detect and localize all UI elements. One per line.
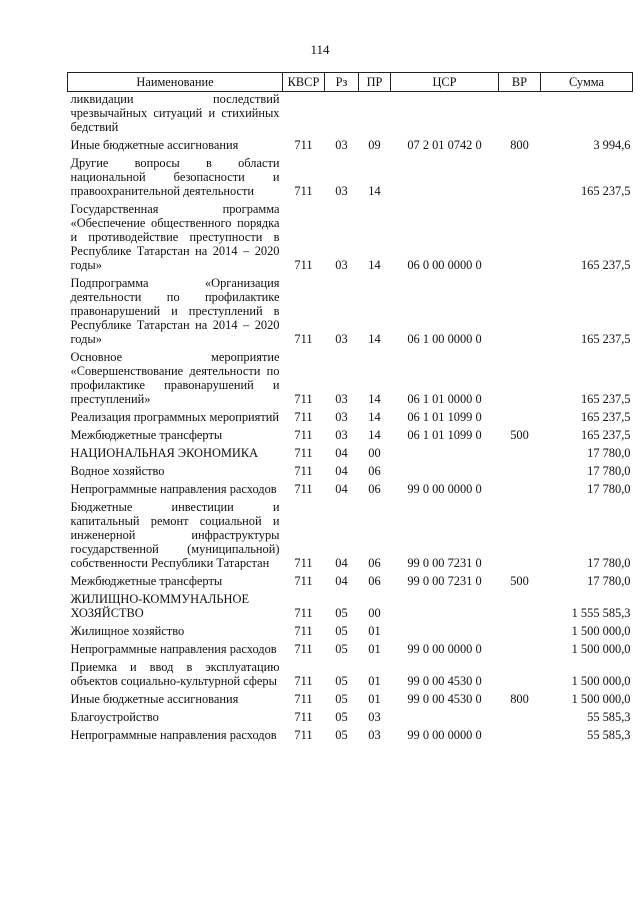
- row-pr: 06: [368, 574, 381, 588]
- row-sum: 165 237,5: [580, 332, 631, 346]
- row-name: Другие вопросы в области национальной безопасности и правоохранительной деятельности: [70, 156, 280, 198]
- row-name: Иные бюджетные ассигнования: [70, 692, 239, 706]
- budget-table: [67, 72, 633, 745]
- row-sum: 17 780,0: [587, 446, 631, 460]
- row-kvsr: 711: [294, 710, 313, 724]
- table-row: [68, 155, 633, 201]
- row-sum: 17 780,0: [587, 574, 631, 588]
- row-vr: [499, 727, 541, 745]
- row-sum: 17 780,0: [587, 556, 631, 570]
- row-name: Непрограммные направления расходов: [70, 482, 277, 496]
- row-pr: 01: [368, 624, 381, 638]
- row-pr: 09: [368, 138, 381, 152]
- row-pr: 03: [368, 728, 381, 742]
- row-pr: 14: [368, 332, 381, 346]
- row-csr: 99 0 00 4530 0: [407, 674, 482, 688]
- row-kvsr: 711: [294, 392, 313, 406]
- row-kvsr: 711: [294, 184, 313, 198]
- row-rz: 04: [335, 482, 348, 496]
- table-row: [68, 349, 633, 409]
- header-name: Наименование: [68, 73, 283, 92]
- row-pr: 14: [368, 428, 381, 442]
- row-kvsr: 711: [294, 556, 313, 570]
- row-sum: 17 780,0: [587, 464, 631, 478]
- row-sum: 1 500 000,0: [571, 692, 631, 706]
- row-csr: 06 1 00 0000 0: [407, 332, 482, 346]
- header-pr: ПР: [359, 73, 391, 92]
- row-name: Водное хозяйство: [70, 464, 165, 478]
- table-row: [68, 481, 633, 499]
- row-csr: 99 0 00 7231 0: [407, 574, 482, 588]
- row-sum: 55 585,3: [587, 710, 631, 724]
- row-vr: 800: [510, 138, 529, 152]
- row-csr: [391, 709, 499, 727]
- row-name: Благоустройство: [70, 710, 159, 724]
- row-csr: 06 1 01 0000 0: [407, 392, 482, 406]
- row-vr: [499, 445, 541, 463]
- row-rz: [325, 92, 359, 138]
- row-csr: [391, 92, 499, 138]
- row-rz: 04: [335, 574, 348, 588]
- row-csr: 99 0 00 4530 0: [407, 692, 482, 706]
- table-row: [68, 573, 633, 591]
- row-vr: 500: [510, 428, 529, 442]
- row-sum: 55 585,3: [587, 728, 631, 742]
- row-vr: [499, 92, 541, 138]
- row-pr: 06: [368, 482, 381, 496]
- row-pr: 00: [368, 606, 381, 620]
- row-kvsr: 711: [294, 574, 313, 588]
- row-name: НАЦИОНАЛЬНАЯ ЭКОНОМИКА: [70, 446, 259, 460]
- row-csr: 07 2 01 0742 0: [407, 138, 482, 152]
- table-row: [68, 275, 633, 349]
- table-header-row: [68, 73, 633, 92]
- row-name: Государственная программа «Обеспечение общественного порядка и противодействие преступности в Республике Татарстан на 2014 – 2020 годы»: [70, 202, 280, 272]
- row-sum: [541, 92, 633, 138]
- row-vr: [499, 349, 541, 409]
- row-kvsr: [283, 92, 325, 138]
- row-kvsr: 711: [294, 482, 313, 496]
- row-kvsr: 711: [294, 446, 313, 460]
- row-rz: 03: [335, 258, 348, 272]
- row-pr: 14: [368, 258, 381, 272]
- row-name: Основное мероприятие «Совершенствование деятельности по профилактике правонарушений и преступлений»: [70, 350, 280, 406]
- row-vr: [499, 275, 541, 349]
- row-vr: [499, 409, 541, 427]
- row-kvsr: 711: [294, 624, 313, 638]
- row-csr: 99 0 00 0000 0: [407, 728, 482, 742]
- row-kvsr: 711: [294, 464, 313, 478]
- row-kvsr: 711: [294, 428, 313, 442]
- table-row: [68, 709, 633, 727]
- row-pr: 14: [368, 184, 381, 198]
- row-rz: 05: [335, 606, 348, 620]
- row-rz: 03: [335, 410, 348, 424]
- row-name: Приемка и ввод в эксплуатацию объектов социально-культурной сферы: [70, 660, 280, 688]
- row-rz: 05: [335, 624, 348, 638]
- row-sum: 1 500 000,0: [571, 642, 631, 656]
- row-rz: 03: [335, 184, 348, 198]
- row-vr: 500: [510, 574, 529, 588]
- row-name: Непрограммные направления расходов: [70, 642, 277, 656]
- row-kvsr: 711: [294, 692, 313, 706]
- row-csr: 99 0 00 0000 0: [407, 482, 482, 496]
- table-row: [68, 92, 633, 138]
- row-pr: 01: [368, 674, 381, 688]
- row-rz: 03: [335, 392, 348, 406]
- row-pr: 01: [368, 642, 381, 656]
- row-vr: [499, 591, 541, 623]
- row-vr: [499, 659, 541, 691]
- row-rz: 05: [335, 642, 348, 656]
- row-sum: 165 237,5: [580, 428, 631, 442]
- row-rz: 04: [335, 446, 348, 460]
- header-csr: ЦСР: [391, 73, 499, 92]
- row-pr: [359, 92, 391, 138]
- header-kvsr: КВСР: [283, 73, 325, 92]
- table-row: [68, 499, 633, 573]
- row-pr: 14: [368, 410, 381, 424]
- row-sum: 17 780,0: [587, 482, 631, 496]
- table-row: [68, 623, 633, 641]
- row-csr: [391, 623, 499, 641]
- row-name: Непрограммные направления расходов: [70, 728, 277, 742]
- row-name: Межбюджетные трансферты: [70, 428, 223, 442]
- row-vr: 800: [510, 692, 529, 706]
- row-kvsr: 711: [294, 642, 313, 656]
- row-csr: 06 1 01 1099 0: [407, 410, 482, 424]
- row-pr: 00: [368, 446, 381, 460]
- row-kvsr: 711: [294, 410, 313, 424]
- row-vr: [499, 709, 541, 727]
- row-csr: 06 0 00 0000 0: [407, 258, 482, 272]
- row-sum: 165 237,5: [580, 184, 631, 198]
- table-row: [68, 409, 633, 427]
- row-kvsr: 711: [294, 728, 313, 742]
- table-row: [68, 591, 633, 623]
- row-sum: 3 994,6: [593, 138, 631, 152]
- row-pr: 14: [368, 392, 381, 406]
- row-csr: 99 0 00 0000 0: [407, 642, 482, 656]
- row-vr: [499, 623, 541, 641]
- row-vr: [499, 481, 541, 499]
- row-csr: 06 1 01 1099 0: [407, 428, 482, 442]
- row-sum: 1 555 585,3: [571, 606, 631, 620]
- row-pr: 06: [368, 464, 381, 478]
- row-name: Жилищное хозяйство: [70, 624, 185, 638]
- row-rz: 05: [335, 674, 348, 688]
- row-name: Реализация программных мероприятий: [70, 410, 280, 424]
- row-kvsr: 711: [294, 332, 313, 346]
- row-sum: 1 500 000,0: [571, 674, 631, 688]
- table-row: [68, 427, 633, 445]
- row-pr: 06: [368, 556, 381, 570]
- row-sum: 165 237,5: [580, 410, 631, 424]
- table-row: [68, 691, 633, 709]
- row-vr: [499, 499, 541, 573]
- table-row: [68, 201, 633, 275]
- row-name: Межбюджетные трансферты: [70, 574, 223, 588]
- row-name: Подпрограмма «Организация деятельности по профилактике правонарушений и преступлений в Республике Татарстан на 2014 – 2020 годы»: [70, 276, 280, 346]
- row-vr: [499, 155, 541, 201]
- row-csr: [391, 591, 499, 623]
- header-vr: ВР: [499, 73, 541, 92]
- row-vr: [499, 641, 541, 659]
- table-row: [68, 445, 633, 463]
- row-sum: 165 237,5: [580, 392, 631, 406]
- row-rz: 04: [335, 464, 348, 478]
- row-pr: 03: [368, 710, 381, 724]
- row-pr: 01: [368, 692, 381, 706]
- row-csr: [391, 445, 499, 463]
- row-sum: 165 237,5: [580, 258, 631, 272]
- row-name: Бюджетные инвестиции и капитальный ремонт социальной и инженерной инфраструктуры государственной (муниципальной) собственности Республики Татарстан: [70, 500, 280, 570]
- row-csr: [391, 155, 499, 201]
- row-rz: 05: [335, 710, 348, 724]
- row-csr: 99 0 00 7231 0: [407, 556, 482, 570]
- page-number: 114: [310, 42, 330, 57]
- row-name: ЖИЛИЩНО-КОММУНАЛЬНОЕ ХОЗЯЙСТВО: [70, 592, 250, 620]
- table-row: [68, 659, 633, 691]
- row-rz: 04: [335, 556, 348, 570]
- table-row: [68, 463, 633, 481]
- header-sum: Сумма: [541, 73, 633, 92]
- row-name: Иные бюджетные ассигнования: [70, 138, 239, 152]
- row-kvsr: 711: [294, 606, 313, 620]
- table-row: [68, 727, 633, 745]
- row-csr: [391, 463, 499, 481]
- row-vr: [499, 463, 541, 481]
- row-sum: 1 500 000,0: [571, 624, 631, 638]
- row-rz: 05: [335, 692, 348, 706]
- row-vr: [499, 201, 541, 275]
- table-row: [68, 641, 633, 659]
- table-row: [68, 137, 633, 155]
- header-rz: Рз: [325, 73, 359, 92]
- row-name: ликвидации последствий чрезвычайных ситуаций и стихийных бедствий: [70, 92, 280, 134]
- row-rz: 05: [335, 728, 348, 742]
- row-kvsr: 711: [294, 258, 313, 272]
- row-rz: 03: [335, 332, 348, 346]
- row-kvsr: 711: [294, 674, 313, 688]
- row-rz: 03: [335, 428, 348, 442]
- row-rz: 03: [335, 138, 348, 152]
- row-kvsr: 711: [294, 138, 313, 152]
